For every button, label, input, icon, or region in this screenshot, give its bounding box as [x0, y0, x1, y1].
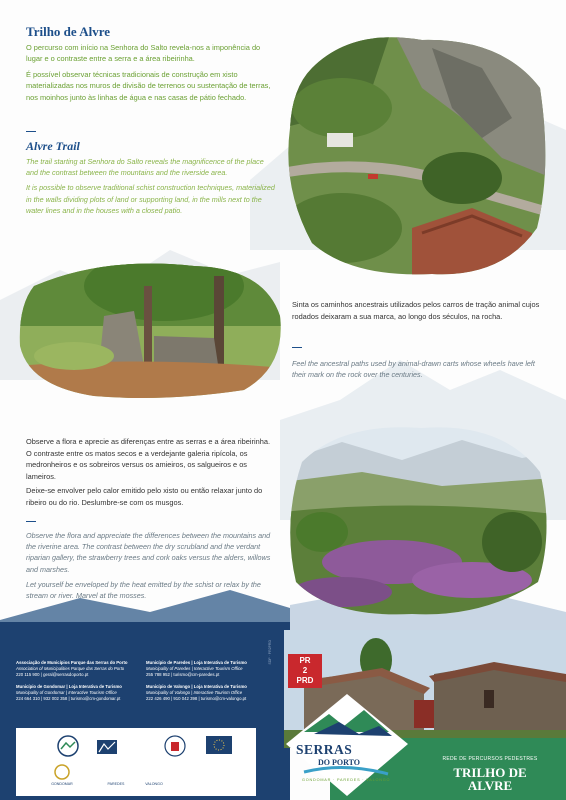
- flora-pt: [26, 436, 276, 512]
- eu-flag-icon: [206, 736, 232, 754]
- contact-association: [16, 660, 136, 679]
- flora-en-paragraph: Observe the flora and appreciate the differences between the mountains and the riverine area. The contrast between the dry scrubland and the verdant riparian gallery, the strawberry trees and cork oaks versus the alders, willows and marshes.: [26, 531, 271, 574]
- brand-name: SERRAS: [296, 742, 353, 757]
- contact-paredes: [146, 660, 266, 679]
- trail-name-line: ALVRE: [467, 778, 513, 793]
- trail-code-badge: [288, 654, 322, 688]
- cart-paths-en: Feel the ancestral paths used by animal-drawn carts whose wheels have left their mark on the rock over the centuries.: [292, 359, 535, 380]
- badge-line: PRD: [296, 676, 314, 685]
- photo-heather-landscape: [282, 402, 554, 622]
- contact-line[interactable]: 255 788 952 | turismo@cm-paredes.pt: [146, 672, 220, 678]
- section-divider: [26, 131, 36, 132]
- contact-line[interactable]: 222 426 490 | 910 042 398 | turismo@cm-valongo.pt: [146, 696, 247, 702]
- contact-name: Município de Valongo | Loja Interativa de Turismo: [146, 684, 247, 689]
- valongo-logo-label: VALONGO: [145, 782, 163, 786]
- badge-line: PR: [299, 656, 311, 665]
- contact-name: Município de Gondomar | Loja Interativa de Turismo: [16, 684, 122, 689]
- trail-name: [420, 766, 560, 792]
- gondomar-logo-label: GONDOMAR: [51, 782, 73, 786]
- paredes-logo-label: PAREDES: [107, 782, 125, 786]
- partner-logos: [16, 728, 256, 796]
- contact-subtitle: Municipality of Paredes | Interactive Tourism Office: [146, 666, 243, 672]
- gondomar-crest-icon: [164, 734, 186, 758]
- brand-places: GONDOMAR · PAREDES · VALONGO: [302, 778, 391, 782]
- contact-subtitle: Municipality of Valongo | Interactive Tourism Office: [146, 690, 243, 696]
- contact-subtitle: Association of Municipalities Parque das Serras do Porto: [16, 666, 125, 672]
- contact-gondomar: [16, 684, 140, 703]
- trail-network-logo-icon: [96, 736, 118, 756]
- pt-trail-description: [26, 42, 276, 107]
- en-trail-description: [26, 156, 276, 220]
- pt-trail-title: Trilho de Alvre: [26, 24, 111, 39]
- pt-paragraph: O percurso com início na Senhora do Salto revela-nos a imponência do lugar e o contraste entre a serra e a área ribeirinha.: [26, 43, 261, 64]
- photo-tree-stones: [14, 256, 286, 400]
- flora-en-paragraph: Let yourself be enveloped by the heat emitted by the schist or relax by the stream or river. Marvel at the mosses.: [26, 579, 261, 601]
- pt-paragraph: É possível observar técnicas tradicionais de construção em xisto materializadas nos muros de divisão de terrenos ou sustentação de terras, nos moinhos junto às linhas de água e nas casas de pátio fechado.: [26, 69, 271, 102]
- trail-network-label: REDE DE PERCURSOS PEDESTRES: [442, 756, 538, 762]
- gondomar-logo-icon: [54, 764, 70, 780]
- contact-subtitle: Municipality of Gondomar | Interactive Tourism Office: [16, 690, 117, 696]
- association-logo-icon: [56, 734, 80, 758]
- cart-paths-pt: Sinta os caminhos ancestrais utilizados pelos carros de tração animal cujos rodados deixaram a sua marca, ao longo dos séculos, na rocha.: [292, 300, 540, 321]
- footer-code: SDP · PR2PRD: [268, 640, 272, 665]
- contact-name: Associação de Municípios Parque das Serras do Porto: [16, 660, 128, 665]
- contact-line[interactable]: 220 115 900 | geral@serrasdoporto.pt: [16, 672, 89, 678]
- flora-pt-paragraph: Observe a flora e aprecie as diferenças entre as serras e a área ribeirinha. O contraste entre os matos secos e a verdejante galeria ripícola, os medronheiros e os sobreiros versus os amieiros, os salgueiros e os lameiros.: [26, 437, 271, 481]
- flora-pt-paragraph: Deixe-se envolver pelo calor emitido pelo xisto ou então relaxar junto do ribeiro ou do rio. Deslumbre-se com os musgos.: [26, 486, 263, 507]
- section-divider: [292, 347, 302, 348]
- en-trail-title: Alvre Trail: [26, 139, 80, 153]
- contact-name: Município de Paredes | Loja Interativa de Turismo: [146, 660, 247, 665]
- trail-name-line: TRILHO DE: [453, 765, 527, 780]
- photo-valley-road: [282, 28, 552, 280]
- section-divider: [26, 521, 36, 522]
- contact-line[interactable]: 224 664 310 | 932 002 358 | turismo@cm-gondomar.pt: [16, 696, 121, 702]
- brand-subname: DO PORTO: [318, 758, 361, 767]
- contact-valongo: [146, 684, 266, 703]
- flora-en: [26, 530, 276, 605]
- en-paragraph: The trail starting at Senhora do Salto reveals the magnificence of the place and the contrast between the mountains and the riverside area.: [26, 157, 264, 178]
- badge-line: 2: [302, 666, 308, 675]
- en-paragraph: It is possible to observe traditional schist construction techniques, materialized in the walls dividing plots of land or supporting land, in the mills next to the water lines and in the houses with a closed patio.: [26, 183, 275, 215]
